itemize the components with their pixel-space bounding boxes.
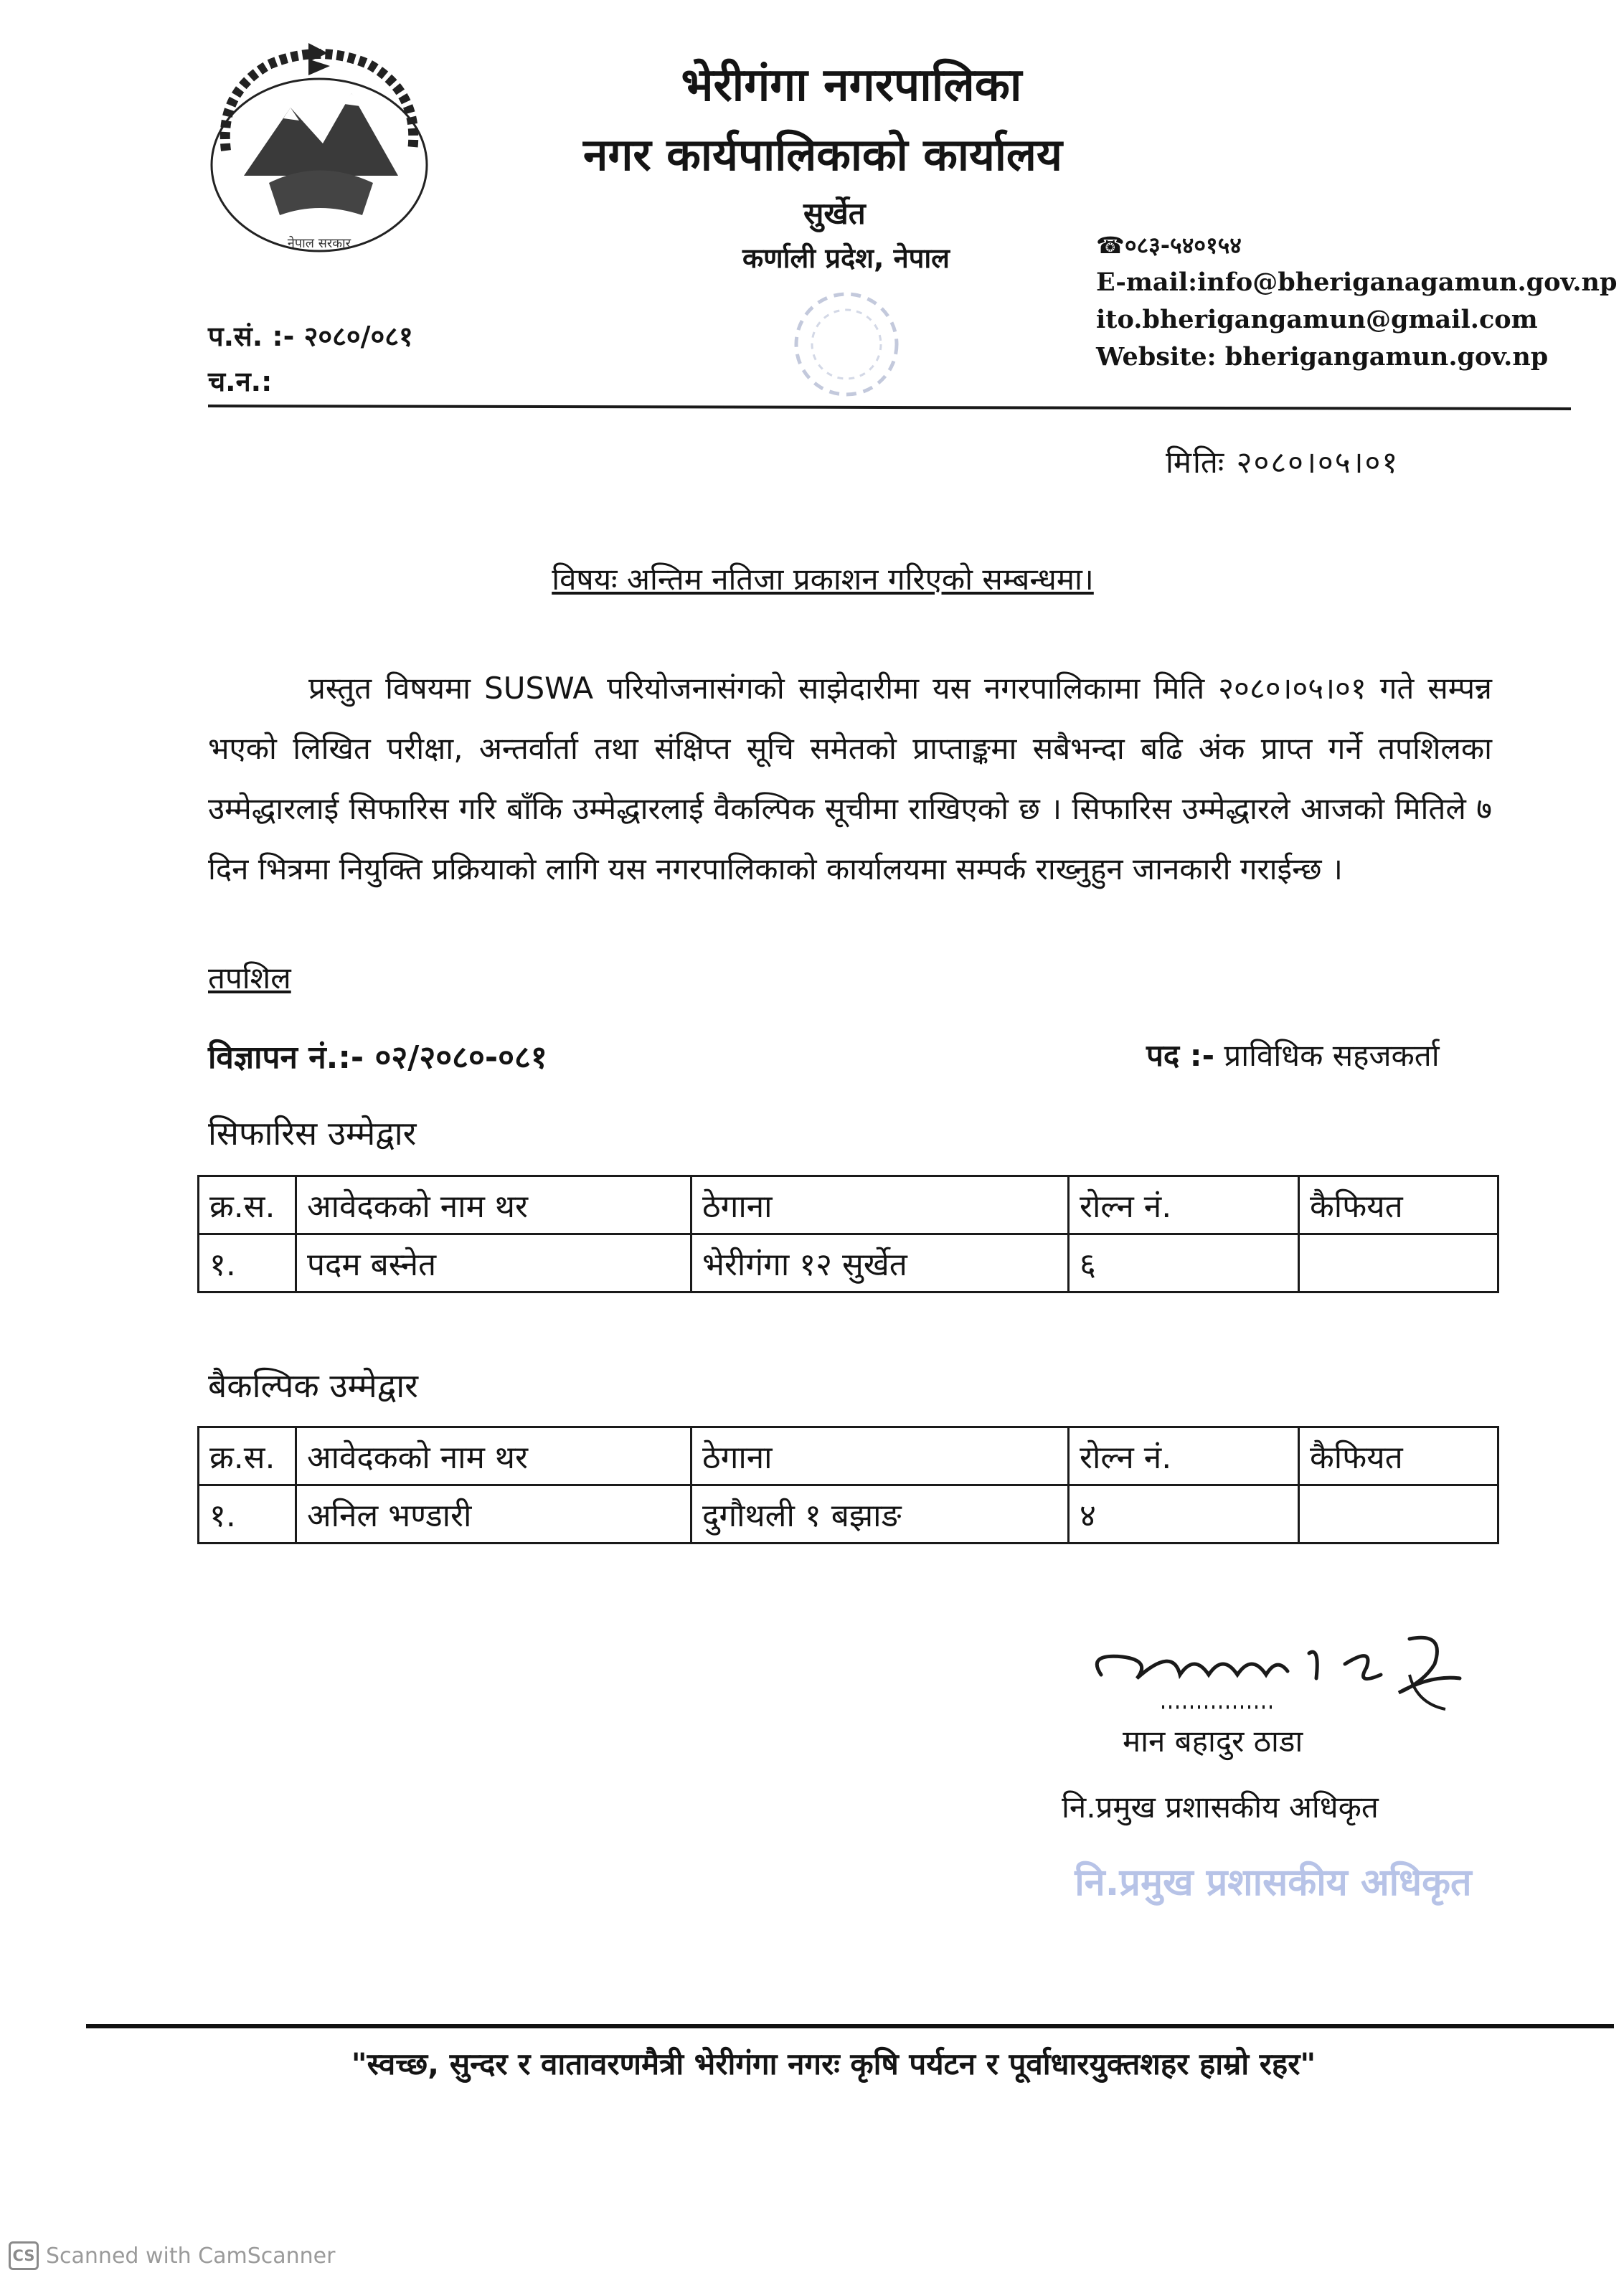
scanner-label: Scanned with CamScanner xyxy=(46,2243,336,2269)
signer-name: मान बहादुर ठाडा xyxy=(1123,1724,1303,1759)
org-name: भेरीगंगा नगरपालिका xyxy=(681,59,1022,112)
table-cell: ६ xyxy=(1069,1234,1299,1292)
designation-stamp-icon xyxy=(1075,1850,1472,1915)
letter-subject: विषयः अन्तिम नतिजा प्रकाशन गरिएको सम्बन्धमा। xyxy=(552,562,1094,597)
recommended-heading: सिफारिस उम्मेद्वार xyxy=(208,1114,417,1153)
column-header: क्र.स. xyxy=(199,1176,296,1234)
alternate-table xyxy=(197,1426,1499,1544)
table-header-row xyxy=(199,1176,1498,1234)
dispatch-number: च.न.: xyxy=(208,366,273,397)
header-divider xyxy=(208,405,1571,410)
contact-block xyxy=(1096,227,1617,376)
table-row xyxy=(199,1234,1498,1292)
column-header: आवेदकको नाम थर xyxy=(296,1176,691,1234)
footer-divider xyxy=(86,2024,1614,2028)
email-address-secondary: ito.bherigangamun@gmail.com xyxy=(1096,305,1538,334)
post-label: पद :- xyxy=(1146,1038,1215,1073)
post-value: प्राविधिक सहजकर्ता xyxy=(1224,1038,1440,1073)
column-header: ठेगाना xyxy=(691,1176,1069,1234)
table-cell: अनिल भण्डारी xyxy=(296,1485,691,1544)
advertisement-number: विज्ञापन नं.:- ०२/२०८०-०८१ xyxy=(208,1039,547,1076)
details-heading: तपशिल xyxy=(208,960,291,996)
website-address: Website: bherigangamun.gov.np xyxy=(1096,342,1549,372)
svg-text:नि.प्रमुख प्रशासकीय अधिकृत: नि.प्रमुख प्रशासकीय अधिकृत xyxy=(1075,1861,1472,1904)
letter-body: प्रस्तुत विषयमा SUSWA परियोजनासंगको साझेदारीमा यस नगरपालिकामा मिति २०८०।०५।०१ गते सम्पन्न भएको लिखित परीक्षा, अन्तर्वार्ता तथा संक्षिप्त सूचि समेतको प्राप्ताङ्कमा सबैभन्दा बढि अंक प्राप्त गर्ने तपशिलका उम्मेद्धारलाई सिफारिस गरि बाँकि उम्मेद्धारलाई वैकल्पिक सूचीमा राखिएको छ । सिफारिस उम्मेद्धारले आजको मितिले ७ दिन भित्रमा नियुक्ति प्रक्रियाको लागि यस नगरपालिकाको कार्यालयमा सम्पर्क राख्नुहुन जानकारी गराईन्छ । xyxy=(208,671,1492,887)
column-header: रोल्न नं. xyxy=(1069,1427,1299,1485)
table-cell: दुगौथली १ बझाङ xyxy=(691,1485,1069,1544)
recommended-table xyxy=(197,1175,1499,1293)
post-info xyxy=(1146,1034,1440,1075)
signature-icon xyxy=(1072,1625,1474,1718)
camscanner-logo-icon: CS xyxy=(9,2241,39,2270)
column-header: क्र.स. xyxy=(199,1427,296,1485)
table-cell: १. xyxy=(199,1234,296,1292)
office-stamp-icon xyxy=(757,283,936,405)
city-name: सुर्खेत xyxy=(803,196,866,231)
table-cell: १. xyxy=(199,1485,296,1544)
scanner-watermark xyxy=(9,2239,335,2272)
reference-number: प.सं. :- २०८०/०८१ xyxy=(208,321,413,352)
column-header: कैफियत xyxy=(1299,1427,1498,1485)
table-cell: भेरीगंगा १२ सुर्खेत xyxy=(691,1234,1069,1292)
table-cell: पदम बस्नेत xyxy=(296,1234,691,1292)
table-cell xyxy=(1299,1485,1498,1544)
table-cell: ४ xyxy=(1069,1485,1299,1544)
column-header: कैफियत xyxy=(1299,1176,1498,1234)
phone-number: ☎०८३-५४०१५४ xyxy=(1096,232,1242,259)
email-address: E-mail:info@bheriganagamun.gov.np xyxy=(1096,268,1618,297)
table-cell xyxy=(1299,1234,1498,1292)
letter-date: मितिः २०८०।०५।०१ xyxy=(1166,445,1399,480)
column-header: ठेगाना xyxy=(691,1427,1069,1485)
office-name: नगर कार्यपालिकाको कार्यालय xyxy=(583,128,1062,181)
alternate-heading: बैकल्पिक उम्मेद्वार xyxy=(208,1366,418,1405)
province-name: कर्णाली प्रदेश, नेपाल xyxy=(742,242,950,274)
signer-designation: नि.प्रमुख प्रशासकीय अधिकृत xyxy=(1062,1790,1379,1825)
table-row xyxy=(199,1485,1498,1544)
column-header: आवेदकको नाम थर xyxy=(296,1427,691,1485)
column-header: रोल्न नं. xyxy=(1069,1176,1299,1234)
svg-text:नेपाल सरकार: नेपाल सरकार xyxy=(287,236,351,251)
table-header-row xyxy=(199,1427,1498,1485)
footer-slogan: "स्वच्छ, सुन्दर र वातावरणमैत्री भेरीगंगा नगरः कृषि पर्यटन र पूर्वाधारयुक्तशहर हाम्रो रहर" xyxy=(351,2046,1316,2081)
